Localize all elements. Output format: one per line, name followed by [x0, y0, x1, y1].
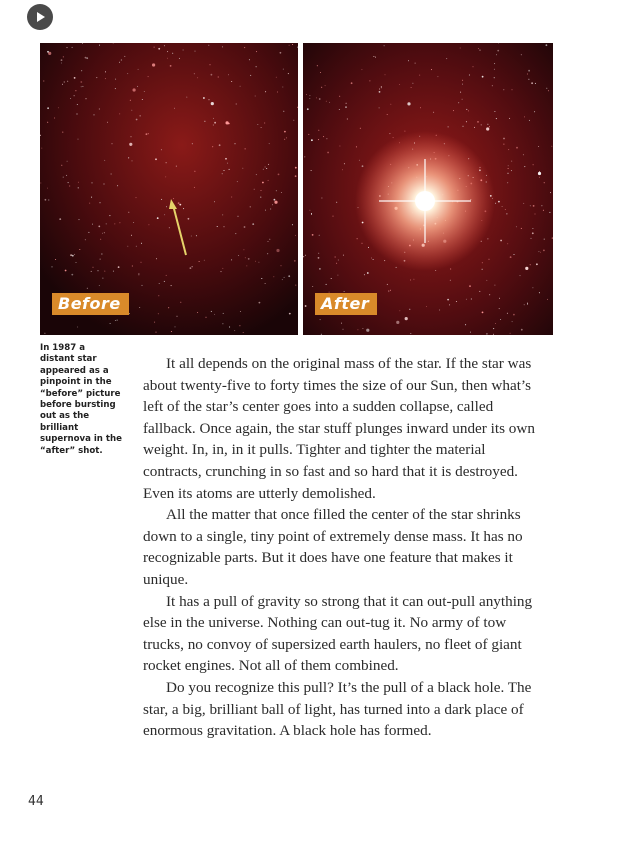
play-button[interactable]	[27, 4, 53, 30]
supernova-after-image	[303, 43, 553, 335]
play-icon	[34, 11, 46, 23]
paragraph: All the matter that once filled the center of the star shrinks down to a single, tiny point of extremely dense mass. It has no recognizable parts. But it does have one feature that makes it unique.	[143, 506, 523, 588]
after-photo	[303, 43, 553, 335]
before-photo	[40, 43, 298, 335]
starfield-before-image	[40, 43, 298, 335]
page-number: 44	[28, 794, 44, 809]
paragraph: Do you recognize this pull? It’s the pull of a black hole. The star, a big, brilliant ball of light, has turned into a dark place of enormous gravitation. A black hole has formed.	[143, 678, 532, 740]
paragraph: It has a pull of gravity so strong that it can out-pull anything else in the universe. Nothing can out-tug it. No army of tow trucks, no convoy of supersized earth haulers, no fleet of giant rocket engines. Not all of them combined.	[143, 592, 533, 675]
article-body	[143, 353, 535, 742]
before-label: Before	[52, 293, 129, 315]
paragraph: It all depends on the original mass of the star. If the star was about twenty-five to forty times the size of our Sun, then what’s left of the star’s center goes into a sudden collapse, called fallback. Once again, the star stuff plunges inward under its own weight. In, in, in it pulls. Tighter and tighter the material contracts, crunching in so fast and so hard that it is destroyed. Even its atoms are utterly demolished.	[143, 355, 535, 502]
photo-caption: In 1987 a distant star appeared as a pinpoint in the “before” picture before bursting out as the brilliant supernova in the “after” shot.	[40, 343, 122, 456]
after-label: After	[315, 293, 377, 315]
